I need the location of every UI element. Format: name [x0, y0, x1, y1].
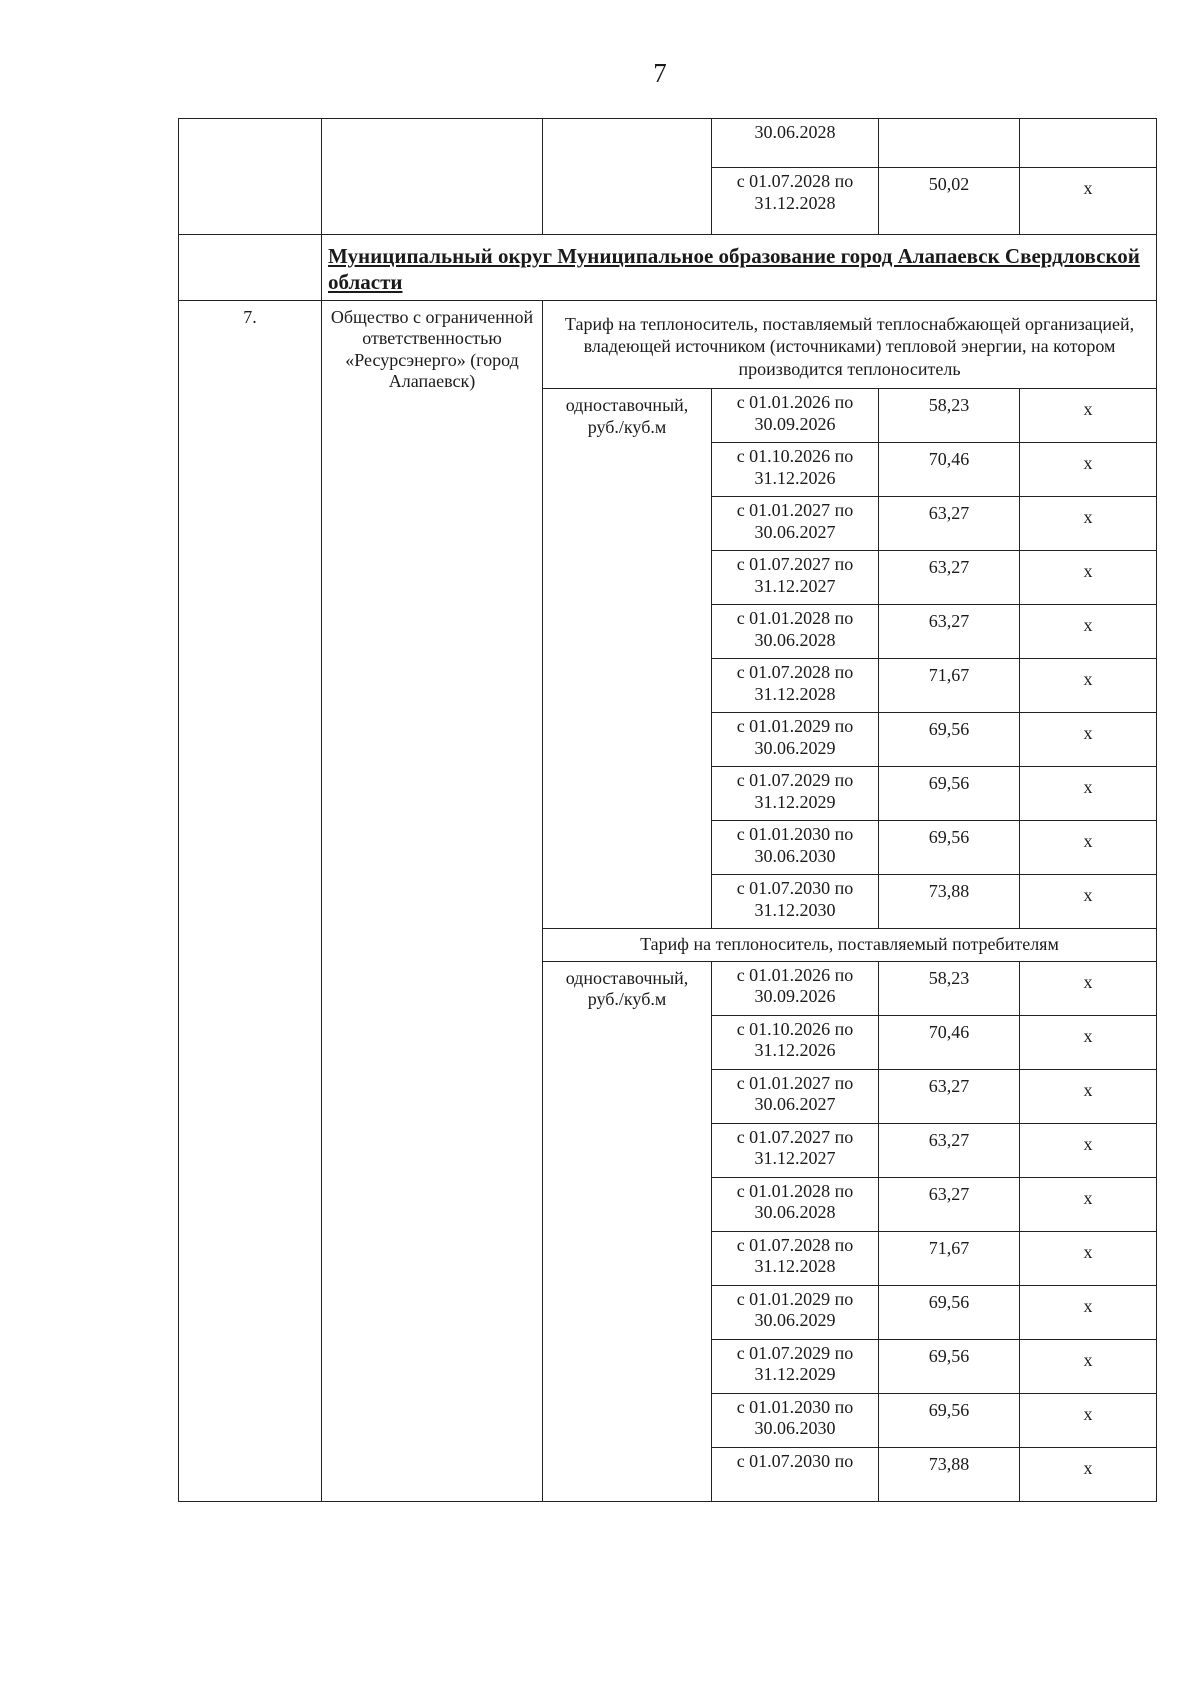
period-cell: с 01.07.2028 по 31.12.2028	[712, 168, 879, 235]
mark-cell: х	[1020, 1393, 1157, 1447]
value-cell: 50,02	[879, 168, 1020, 235]
mark-cell	[1020, 119, 1157, 168]
period-cell: с 01.01.2026 по 30.09.2026	[712, 389, 879, 443]
entry-number: 7.	[179, 300, 322, 1501]
mark-cell: х	[1020, 1177, 1157, 1231]
group2-title: Тариф на теплоноситель, поставляемый потребителям	[543, 929, 1157, 962]
mark-cell: х	[1020, 1447, 1157, 1501]
mark-cell: х	[1020, 168, 1157, 235]
group-header-row	[179, 300, 1157, 389]
section-row	[179, 235, 1157, 301]
value-cell: 58,23	[879, 961, 1020, 1015]
period-cell: с 01.10.2026 по 31.12.2026	[712, 443, 879, 497]
section-title: Муниципальный округ Муниципальное образование город Алапаевск Свердловской области	[322, 235, 1157, 301]
period-cell: с 01.07.2030 по	[712, 1447, 879, 1501]
period-cell: с 01.07.2029 по 31.12.2029	[712, 767, 879, 821]
mark-cell: х	[1020, 389, 1157, 443]
mark-cell: х	[1020, 497, 1157, 551]
mark-cell: х	[1020, 1339, 1157, 1393]
value-cell: 63,27	[879, 497, 1020, 551]
value-cell: 73,88	[879, 875, 1020, 929]
mark-cell: х	[1020, 1285, 1157, 1339]
group1-title: Тариф на теплоноситель, поставляемый теплоснабжающей организацией, владеющей источником (источниками) тепловой энергии, на котором производится теплоноситель	[543, 300, 1157, 389]
unit-cell: одноставочный, руб./куб.м	[543, 961, 712, 1501]
value-cell: 73,88	[879, 1447, 1020, 1501]
empty-cell	[179, 235, 322, 301]
value-cell: 63,27	[879, 605, 1020, 659]
value-cell: 63,27	[879, 1123, 1020, 1177]
empty-cell	[322, 119, 543, 235]
period-cell: с 01.07.2029 по 31.12.2029	[712, 1339, 879, 1393]
value-cell: 69,56	[879, 1393, 1020, 1447]
mark-cell: х	[1020, 821, 1157, 875]
mark-cell: х	[1020, 767, 1157, 821]
value-cell	[879, 119, 1020, 168]
mark-cell: х	[1020, 659, 1157, 713]
value-cell: 70,46	[879, 443, 1020, 497]
value-cell: 63,27	[879, 1069, 1020, 1123]
period-cell: с 01.07.2028 по 31.12.2028	[712, 659, 879, 713]
empty-cell	[179, 119, 322, 235]
mark-cell: х	[1020, 1231, 1157, 1285]
value-cell: 63,27	[879, 551, 1020, 605]
mark-cell: х	[1020, 443, 1157, 497]
empty-cell	[543, 119, 712, 235]
period-cell: с 01.01.2029 по 30.06.2029	[712, 713, 879, 767]
value-cell: 63,27	[879, 1177, 1020, 1231]
mark-cell: х	[1020, 875, 1157, 929]
period-cell: с 01.07.2027 по 31.12.2027	[712, 1123, 879, 1177]
period-cell: с 01.07.2028 по 31.12.2028	[712, 1231, 879, 1285]
value-cell: 69,56	[879, 1339, 1020, 1393]
mark-cell: х	[1020, 551, 1157, 605]
period-cell: с 01.01.2027 по 30.06.2027	[712, 1069, 879, 1123]
unit-cell: одноставочный, руб./куб.м	[543, 389, 712, 929]
period-cell: с 01.01.2030 по 30.06.2030	[712, 1393, 879, 1447]
mark-cell: х	[1020, 1069, 1157, 1123]
page-number: 7	[653, 58, 667, 88]
mark-cell: х	[1020, 605, 1157, 659]
mark-cell: х	[1020, 1123, 1157, 1177]
organization-name: Общество с ограниченной ответственностью «Ресурсэнерго» (город Алапаевск)	[322, 300, 543, 1501]
period-cell: с 01.07.2030 по 31.12.2030	[712, 875, 879, 929]
period-cell: с 01.01.2030 по 30.06.2030	[712, 821, 879, 875]
mark-cell: х	[1020, 961, 1157, 1015]
value-cell: 71,67	[879, 1231, 1020, 1285]
value-cell: 69,56	[879, 713, 1020, 767]
value-cell: 69,56	[879, 1285, 1020, 1339]
value-cell: 58,23	[879, 389, 1020, 443]
value-cell: 69,56	[879, 821, 1020, 875]
mark-cell: х	[1020, 1015, 1157, 1069]
value-cell: 71,67	[879, 659, 1020, 713]
period-cell: с 01.01.2027 по 30.06.2027	[712, 497, 879, 551]
tariff-table	[178, 118, 1157, 1502]
period-cell: с 01.01.2028 по 30.06.2028	[712, 1177, 879, 1231]
period-cell: 30.06.2028	[712, 119, 879, 168]
table-row	[179, 119, 1157, 168]
period-cell: с 01.07.2027 по 31.12.2027	[712, 551, 879, 605]
period-cell: с 01.10.2026 по 31.12.2026	[712, 1015, 879, 1069]
period-cell: с 01.01.2029 по 30.06.2029	[712, 1285, 879, 1339]
value-cell: 69,56	[879, 767, 1020, 821]
mark-cell: х	[1020, 713, 1157, 767]
period-cell: с 01.01.2026 по 30.09.2026	[712, 961, 879, 1015]
value-cell: 70,46	[879, 1015, 1020, 1069]
period-cell: с 01.01.2028 по 30.06.2028	[712, 605, 879, 659]
